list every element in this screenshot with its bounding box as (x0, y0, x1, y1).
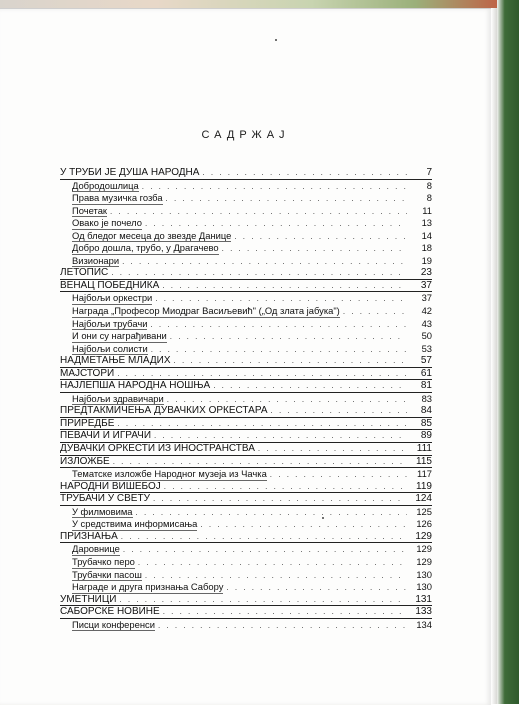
toc-section-entry (60, 418, 432, 431)
toc-leader-dots (270, 469, 407, 481)
toc-subsection-entry (60, 468, 432, 481)
toc-page-number: 85 (420, 417, 432, 429)
toc-leader-dots (158, 620, 407, 632)
toc-section-entry (60, 456, 432, 469)
toc-section-entry (60, 267, 432, 280)
toc-leader-dots (121, 531, 407, 543)
toc-section-entry (60, 167, 432, 180)
toc-entry-label: ВЕНАЦ ПОБЕДНИКА (60, 279, 160, 291)
toc-subsection-entry (60, 318, 432, 331)
toc-leader-dots (153, 493, 407, 505)
toc-entry-label: НАДМЕТАЊЕ МЛАДИХ (60, 355, 171, 367)
toc-subsection-entry (60, 330, 432, 343)
toc-section-entry (60, 594, 432, 607)
toc-subsection-entry (60, 543, 432, 556)
toc-page-number: 111 (416, 443, 432, 455)
toc-entry-label: И они су награђивани (72, 330, 167, 342)
toc-subsection-entry (60, 556, 432, 569)
toc-leader-dots (111, 267, 407, 279)
toc-page-number: 43 (421, 317, 432, 329)
toc-leader-dots (155, 293, 407, 305)
toc-leader-dots (258, 443, 407, 455)
toc-leader-dots (123, 544, 407, 556)
toc-page-number: 125 (416, 505, 432, 517)
toc-section-entry (60, 368, 432, 381)
toc-page-number: 8 (426, 179, 432, 191)
toc-leader-dots (202, 167, 407, 179)
toc-page-number: 42 (421, 305, 432, 317)
book-page (0, 8, 491, 705)
toc-page-number: 129 (415, 530, 432, 542)
toc-entry-label: Награда „Професор Миодраг Васиљевић" („Од злата јабука") (72, 305, 340, 317)
toc-section-entry (60, 280, 432, 293)
toc-entry-label: САБОРСКЕ НОВИНЕ (60, 606, 160, 618)
page-edge (491, 8, 497, 704)
scan-speck (322, 517, 324, 519)
toc-page-number: 131 (415, 593, 432, 605)
toc-leader-dots (150, 319, 407, 331)
toc-leader-dots (213, 380, 407, 392)
toc-leader-dots (162, 280, 407, 292)
toc-leader-dots (117, 368, 407, 380)
toc-section-entry (60, 443, 432, 456)
toc-entry-label: Овако је почело (72, 217, 142, 229)
toc-leader-dots (136, 507, 407, 519)
toc-leader-dots (170, 331, 407, 343)
toc-entry-label: Трубачки пасош (72, 568, 142, 580)
toc-page-number: 130 (416, 581, 432, 593)
toc-subsection-entry (60, 518, 432, 531)
toc-leader-dots (164, 481, 407, 493)
toc-entry-label: Писци конференси (72, 618, 155, 630)
toc-page-number: 134 (416, 618, 432, 630)
toc-page-number: 81 (420, 380, 432, 392)
toc-entry-label: У средствима информисања (72, 518, 198, 530)
toc-leader-dots (174, 355, 407, 367)
toc-subsection-entry (60, 217, 432, 230)
toc-entry-label: УМЕТНИЦИ (60, 593, 117, 605)
toc-leader-dots (166, 193, 407, 205)
toc-page-number: 7 (426, 167, 432, 178)
toc-entry-label: ДУВАЧКИ ОРКЕСТИ ИЗ ИНОСТРАНСТВА (60, 443, 255, 455)
toc-page-number: 117 (417, 468, 432, 480)
toc-page-number: 129 (416, 555, 432, 567)
toc-section-entry (60, 380, 432, 393)
toc-entry-label: Најбољи солисти (72, 342, 148, 354)
toc-section-entry (60, 430, 432, 443)
toc-leader-dots (110, 206, 407, 218)
toc-subsection-entry (60, 230, 432, 243)
toc-subsection-entry (60, 305, 432, 318)
toc-entry-label: Најбољи здравичари (72, 392, 164, 404)
toc-leader-dots (142, 181, 407, 193)
toc-entry-label: ПРЕДТАКМИЧЕЊА ДУВАЧКИХ ОРКЕСТАРА (60, 405, 268, 417)
toc-entry-label: У филмовима (72, 505, 133, 517)
toc-page-number: 129 (416, 543, 432, 555)
toc-entry-label: Најбољи трубачи (72, 317, 148, 329)
scan-speck (275, 39, 277, 41)
toc-subsection-entry (60, 242, 432, 255)
toc-entry-label: Визионари (72, 254, 120, 266)
toc-leader-dots (167, 394, 407, 406)
table-of-contents (60, 167, 432, 631)
toc-section-entry (60, 531, 432, 544)
toc-leader-dots (138, 557, 407, 569)
toc-page-number: 61 (420, 367, 432, 379)
toc-leader-dots (151, 344, 407, 356)
toc-leader-dots (343, 306, 407, 318)
toc-subsection-entry (60, 619, 432, 632)
toc-page-number: 130 (416, 568, 432, 580)
toc-entry-label: У ТРУБИ ЈЕ ДУША НАРОДНА (60, 167, 200, 178)
toc-subsection-entry (60, 292, 432, 305)
toc-section-entry (60, 355, 432, 368)
toc-leader-dots (119, 594, 407, 606)
toc-leader-dots (122, 256, 407, 268)
toc-leader-dots (145, 218, 407, 230)
toc-leader-dots (113, 456, 407, 468)
toc-entry-label: Од бледог месеца до звезде Данице (72, 229, 232, 241)
toc-entry-label: Права музичка гозба (72, 192, 163, 204)
toc-leader-dots (163, 606, 407, 618)
toc-page-number: 84 (420, 405, 432, 417)
toc-entry-label: Почетак (72, 204, 108, 216)
toc-entry-label: ПРИРЕДБЕ (60, 417, 115, 429)
toc-leader-dots (200, 519, 407, 531)
toc-subsection-entry (60, 255, 432, 268)
toc-page-number: 14 (421, 229, 432, 241)
toc-entry-label: Најбољи оркестри (72, 292, 153, 304)
toc-entry-label: Даровнице (72, 543, 120, 555)
toc-entry-label: Трубачко перо (72, 555, 135, 567)
toc-entry-label: ПЕВАЧИ И ИГРАЧИ (60, 430, 152, 442)
toc-entry-label: ТРУБАЧИ У СВЕТУ (60, 493, 150, 505)
toc-entry-label: Добро дошла, трубо, у Драгачево (72, 242, 219, 254)
toc-leader-dots (145, 570, 407, 582)
toc-entry-label: Добродошлица (72, 179, 139, 191)
toc-page-number: 133 (415, 606, 432, 618)
toc-subsection-entry (60, 343, 432, 356)
toc-subsection-entry (60, 506, 432, 519)
toc-page-number: 53 (421, 342, 432, 354)
toc-page-number: 50 (421, 330, 432, 342)
toc-page-number: 115 (416, 455, 432, 467)
toc-page-number: 11 (422, 204, 432, 216)
toc-entry-label: НАЈЛЕПША НАРОДНА НОШЊА (60, 380, 211, 392)
book-cover-spine (497, 0, 519, 704)
toc-page-number: 13 (421, 217, 432, 229)
toc-leader-dots (226, 582, 407, 594)
toc-leader-dots (222, 243, 407, 255)
toc-page-number: 37 (421, 292, 432, 304)
toc-page-number: 23 (420, 267, 432, 279)
toc-page-number: 119 (416, 480, 432, 492)
toc-page-number: 126 (416, 518, 432, 530)
toc-section-entry (60, 405, 432, 418)
toc-subsection-entry (60, 581, 432, 594)
toc-page-number: 37 (420, 279, 432, 291)
toc-section-entry (60, 493, 432, 506)
toc-subsection-entry (60, 569, 432, 582)
toc-subsection-entry (60, 393, 432, 406)
toc-subsection-entry (60, 180, 432, 193)
toc-page-number: 83 (421, 392, 432, 404)
toc-title: САДРЖАЈ (201, 129, 290, 141)
toc-leader-dots (154, 430, 407, 442)
toc-page-number: 124 (415, 493, 432, 505)
toc-section-entry (60, 606, 432, 619)
toc-page-number: 18 (421, 242, 432, 254)
toc-entry-label: ИЗЛОЖБЕ (60, 455, 110, 467)
toc-entry-label: ПРИЗНАЊА (60, 530, 118, 542)
toc-subsection-entry (60, 192, 432, 205)
toc-page-number: 89 (420, 430, 432, 442)
toc-entry-label: Тематске изложбе Народног музеја из Чачка (72, 468, 267, 480)
toc-leader-dots (271, 405, 407, 417)
toc-page-number: 8 (426, 192, 432, 204)
toc-entry-label: Награде и друга признања Сабору (72, 581, 224, 593)
toc-entry-label: НАРОДНИ ВИШЕБОЈ (60, 480, 161, 492)
toc-page-number: 19 (421, 254, 432, 266)
toc-entry-label: ЛЕТОПИС (60, 267, 109, 279)
toc-subsection-entry (60, 205, 432, 218)
toc-leader-dots (117, 418, 407, 430)
toc-entry-label: МАЈСТОРИ (60, 367, 115, 379)
toc-leader-dots (234, 231, 407, 243)
toc-page-number: 57 (420, 355, 432, 367)
toc-section-entry (60, 481, 432, 494)
